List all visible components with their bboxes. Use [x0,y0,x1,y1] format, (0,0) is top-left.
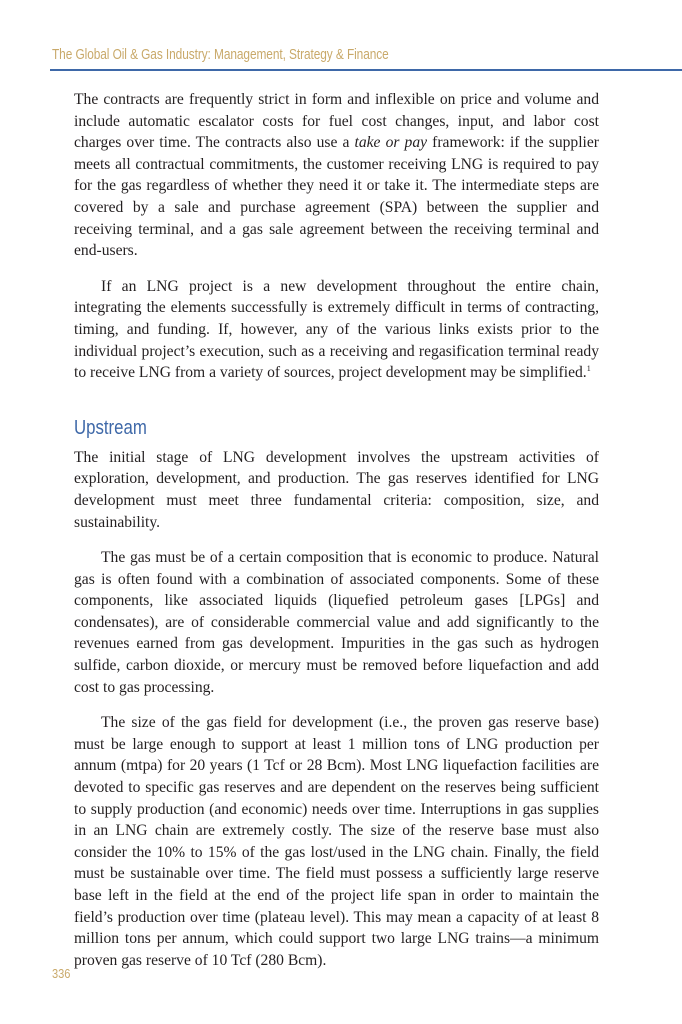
footnote-reference[interactable]: 1 [586,363,591,373]
intro-paragraph-1 [74,89,599,262]
header-rule [50,69,682,71]
intro-p1-text-after: framework: if the supplier meets all contractual commitments, the customer receiving LNG is required to pay for the gas regardless of whether they need it or take it. The intermediate steps are covered by a sale and purchase agreement (SPA) between the supplier and receiving terminal, and a gas sale agreement between the receiving terminal and end-users. [74,134,599,260]
upstream-paragraph-2: The gas must be of a certain composition that is economic to produce. Natural gas is often found with a combination of associated components. Some of these components, like associated liquids (liquefied petroleum gases [LPGs] and condensates), are of considerable commercial value and add significantly to the revenues earned from gas development. Impurities in the gas such as hydrogen sulfide, carbon dioxide, or mercury must be removed before liquefaction and add cost to gas processing. [74,549,599,696]
page-number: 336 [52,966,71,981]
upstream-paragraph-3: The size of the gas field for development (i.e., the proven gas reserve base) must be large enough to support at least 1 million tons of LNG production per annum (mtpa) for 20 years (1 Tcf or 28 Bcm). Most LNG liquefaction facilities are devoted to specific gas reserves and are dependent on the reserves being sufficient to supply production (and economic) needs over time. Interruptions in gas supplies in an LNG chain are extremely costly. The size of the reserve base must also consider the 10% to 15% of the gas lost/used in the LNG chain. Finally, the field must be sustainable over time. The field must possess a sufficiently large reserve base left in the field at the end of the project life span in order to maintain the field’s production over time (plateau level). This may mean a capacity of at least 8 million tons per annum, which could support two large LNG trains—a minimum proven gas reserve of 10 Tcf (280 Bcm). [74,714,599,969]
intro-p2-text: If an LNG project is a new development throughout the entire chain, integrating the elements successfully is extremely difficult in terms of contracting, timing, and funding. If, however, any of the various links exists prior to the individual project’s execution, such as a receiving and regasification terminal ready to receive LNG from a variety of sources, project development may be simplified. [74,277,599,382]
upstream-paragraph-1: The initial stage of LNG development involves the upstream activities of exploration, development, and production. The gas reserves identified for LNG development must meet three fundamental criteria: composition, size, and sustainability. [74,448,599,531]
page-body [74,89,599,971]
running-header: The Global Oil & Gas Industry: Management, Strategy & Finance [52,47,389,63]
section-heading-upstream: Upstream [74,416,147,439]
intro-p1-text-before: The contracts are frequently strict in form and inflexible on price and volume and include automatic escalator costs for fuel cost changes, input, and labor cost charges over time. The contracts also use a [74,91,599,152]
take-or-pay-emphasis: take or pay [354,134,428,152]
intro-paragraph-2 [74,276,599,384]
